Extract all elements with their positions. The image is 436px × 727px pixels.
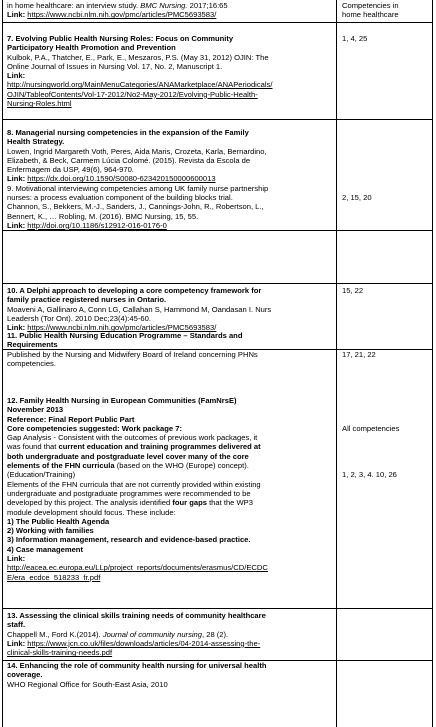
reference-text: nurses: a process evaluation component of the building blocks trial. — [7, 193, 233, 203]
competencies-value: home healthcare — [342, 10, 399, 20]
reference-line — [7, 350, 333, 359]
reference-text: 14. Enhancing the role of community health nursing for universal health — [7, 661, 267, 670]
reference-text: Link: — [7, 220, 28, 230]
reference-line — [7, 221, 333, 230]
reference-line — [7, 80, 333, 89]
reference-cell — [7, 1, 333, 20]
reference-line — [7, 461, 333, 470]
competencies-cell — [342, 1, 432, 20]
reference-text: four gaps — [172, 498, 207, 508]
reference-text: 2) Working with families — [7, 526, 94, 536]
column-divider — [336, 0, 337, 727]
reference-text: current education and training programmes delivered at — [58, 442, 261, 452]
reference-text: coverage. — [7, 670, 43, 680]
reference-text: both undergraduate and postgraduate level cover many of the core — [7, 451, 249, 461]
row-separator — [2, 22, 433, 23]
reference-line — [7, 295, 333, 304]
competencies-value: Competencies in — [342, 1, 399, 10]
reference-cell — [7, 286, 333, 332]
reference-text: Core competencies suggested: Work package 7: — [7, 423, 182, 433]
reference-text: Reference: Final Report Public Part — [7, 414, 135, 424]
reference-text: 7. Evolving Public Health Nursing Roles: Focus on Community — [7, 34, 234, 43]
competencies-value — [342, 128, 432, 137]
competencies-value: 15, 22 — [342, 286, 364, 295]
competencies-cell — [342, 286, 432, 295]
reference-cell — [7, 34, 333, 108]
reference-line — [7, 305, 333, 314]
reference-text: Elements of the FHN curricula that are not currently provided within existing — [7, 479, 261, 489]
reference-text: WHO Regional Office for South-East Asia, 2010 — [7, 679, 168, 689]
reference-link[interactable]: https://www.ncbi.nlm.nih.gov/pmc/articles/PMC5693583/ — [27, 10, 217, 20]
competencies-value — [342, 165, 432, 174]
row-separator — [2, 608, 433, 609]
reference-line — [7, 545, 333, 554]
reference-line — [7, 620, 333, 629]
reference-line — [7, 508, 333, 517]
competencies-value — [342, 174, 432, 183]
reference-line — [7, 10, 333, 19]
reference-line — [7, 670, 333, 679]
reference-line — [7, 442, 333, 451]
reference-line — [7, 128, 333, 137]
reference-text: Enfermagem da USP, 49(6), 964-970. — [7, 165, 134, 175]
competencies-value — [342, 433, 432, 442]
reference-link[interactable]: http://doi.org/10.1186/s12912-016-0176-0 — [27, 220, 167, 230]
reference-text: Requirements — [7, 340, 58, 350]
competencies-cell — [342, 128, 432, 202]
competencies-value — [342, 405, 432, 414]
reference-line — [7, 405, 333, 414]
reference-link[interactable]: https://dx.doi.org/10.1590/S0080-623420150000600013 — [27, 174, 216, 184]
reference-text: Leadersh (Tor Ont). 2010 Dec;23(4):45-60. — [7, 313, 151, 323]
competencies-cell — [342, 34, 432, 43]
reference-line — [7, 212, 333, 221]
reference-text: 10. A Delphi approach to developing a core competency framework for — [7, 286, 262, 295]
reference-text: Journal of community nursing — [102, 629, 202, 639]
reference-line — [7, 331, 333, 340]
competencies-value — [342, 442, 432, 451]
reference-line — [7, 563, 333, 572]
reference-text: Published by the Nursing and Midwifery Board of Ireland concerning PHNs — [7, 349, 258, 359]
reference-text: Chappell M., Ford K.(2014). — [7, 629, 103, 639]
reference-link[interactable]: OJIN/TableofContents/Vol-17-2012/No2-May-2012/Evolving-Public-Health- — [7, 89, 258, 99]
reference-line — [7, 639, 333, 648]
reference-text: 9. Motivational interviewing competencies among UK family nurse partnership — [7, 183, 269, 193]
reference-text: Link: — [7, 323, 28, 333]
reference-line — [7, 34, 333, 43]
reference-text: module development should focus. These include: — [7, 507, 176, 517]
reference-line — [7, 202, 333, 211]
reference-line — [7, 433, 333, 442]
row-separator — [2, 119, 433, 120]
reference-line — [7, 314, 333, 323]
reference-text: Link: — [7, 10, 28, 20]
reference-link[interactable]: https://www.ncbi.nlm.nih.gov/pmc/articles/PMC5693583/ — [27, 323, 217, 333]
reference-text: staff. — [7, 620, 26, 630]
reference-line — [7, 424, 333, 433]
reference-text: Bennert, K., … Robling, M. (2016). BMC Nursing, 15, 55. — [7, 211, 199, 221]
reference-text: Link: — [7, 638, 28, 648]
reference-text: was found that — [7, 442, 59, 452]
reference-text: Link: — [7, 71, 26, 81]
competencies-value — [342, 147, 432, 156]
reference-line — [7, 526, 333, 535]
reference-line — [7, 661, 333, 670]
reference-cell — [7, 611, 333, 657]
reference-link[interactable]: E/era_ecdce_518233_fr.pdf — [7, 572, 101, 582]
competencies-value: 17, 21, 22 — [342, 349, 376, 359]
row-separator — [2, 230, 433, 231]
reference-text: Gap Analysis - Consistent with the outcomes of previous work packages, it — [7, 433, 258, 443]
competencies-value — [342, 452, 432, 461]
reference-cell — [7, 661, 333, 689]
reference-text: (Education/Training) — [7, 470, 76, 480]
reference-link[interactable]: http://nursingworld.org/MainMenuCategories/ANAMarketplace/ANAPeriodicals/ — [7, 80, 273, 90]
reference-text: , 28 (2). — [202, 629, 229, 639]
reference-line — [7, 554, 333, 563]
reference-link[interactable]: http://eacea.ec.europa.eu/LLp/project_reports/documents/erasmus/CD/ECDC — [7, 563, 268, 573]
row-separator — [2, 660, 433, 661]
competencies-value — [342, 137, 432, 146]
reference-line — [7, 43, 333, 52]
reference-text: 3) Information management, research and evidence-based practice. — [7, 535, 251, 545]
reference-line — [7, 193, 333, 202]
reference-line — [7, 137, 333, 146]
reference-line — [7, 470, 333, 479]
reference-line — [7, 396, 333, 405]
reference-line — [7, 286, 333, 295]
reference-text: BMC Nursing. — [140, 1, 188, 10]
reference-line — [7, 1, 333, 10]
competencies-cell — [342, 396, 432, 480]
competencies-value: 1, 4, 25 — [342, 34, 368, 43]
reference-link[interactable]: Nursing-Roles.html — [7, 99, 72, 109]
competencies-value — [342, 461, 432, 470]
row-separator — [2, 283, 433, 284]
reference-link[interactable]: clinical-skills-training-needs.pdf — [7, 648, 113, 658]
reference-text: Kulbok, P.A., Thatcher, E., Park, E., Meszaros, P.S. (May 31, 2012) OJIN: The — [7, 52, 269, 62]
reference-text: family practice registered nurses in Ontario. — [7, 295, 167, 305]
competencies-value — [342, 415, 432, 424]
reference-text: Lowen, Ingrid Margareth Voth, Peres, Aida Maris, Crozeta, Karla, Bernardino, — [7, 146, 267, 156]
reference-line — [7, 489, 333, 498]
reference-line — [7, 174, 333, 183]
reference-text: 4) Case management — [7, 544, 83, 554]
reference-text: Elizabeth, & Beck, Carmem Lúcia Colomé. (2015). Revista da Escola de — [7, 155, 251, 165]
competencies-value: 1, 2, 3, 4. 10, 26 — [342, 470, 397, 480]
reference-line — [7, 415, 333, 424]
reference-line — [7, 71, 333, 80]
reference-line — [7, 147, 333, 156]
reference-line — [7, 680, 333, 689]
reference-text: Link: — [7, 554, 26, 564]
reference-text: Online Journal of Issues in Nursing Vol. 17, No. 2, Manuscript 1. — [7, 61, 223, 71]
reference-text: 13. Assessing the clinical skills training needs of community healthcare — [7, 611, 266, 620]
reference-line — [7, 517, 333, 526]
reference-line — [7, 53, 333, 62]
reference-line — [7, 165, 333, 174]
reference-line — [7, 62, 333, 71]
reference-cell — [7, 396, 333, 582]
reference-text: 8. Managerial nursing competencies in the expansion of the Family — [7, 128, 249, 137]
reference-line — [7, 184, 333, 193]
reference-text: Moaveni A, Gallinaro A, Conn LG, Callahan S, Hammond M, Oandasan I. Nurs — [7, 304, 272, 314]
reference-text: that the WP3 — [206, 498, 253, 508]
reference-text: 11. Public Health Nursing Education Programme – Standards and — [7, 331, 243, 340]
reference-line — [7, 480, 333, 489]
row-separator — [2, 349, 433, 350]
reference-line — [7, 630, 333, 639]
reference-text: elements of the FHN curricula — [7, 461, 115, 471]
reference-text: November 2013 — [7, 405, 64, 415]
reference-line — [7, 535, 333, 544]
competencies-value — [342, 184, 432, 193]
competencies-cell — [342, 331, 432, 359]
reference-text: in home healthcare: an interview study. — [7, 1, 141, 10]
reference-line — [7, 452, 333, 461]
reference-text: 1) The Public Health Agenda — [7, 516, 110, 526]
competencies-value — [342, 156, 432, 165]
competencies-value: All competencies — [342, 423, 400, 433]
reference-line — [7, 648, 333, 657]
competencies-value — [342, 331, 432, 340]
reference-text: competencies. — [7, 358, 56, 368]
reference-line — [7, 359, 333, 368]
reference-text: (based on the WHO (Europe) concept). — [114, 461, 249, 471]
reference-text: Channon, S., Bekkers, M.-J., Sanders, J., Cannings-John, R., Robertson, L., — [7, 202, 264, 212]
reference-text: Link: — [7, 174, 28, 184]
reference-line — [7, 90, 333, 99]
reference-line — [7, 156, 333, 165]
reference-text: 12. Family Health Nursing in European Communities (FamNrsE) — [7, 396, 237, 405]
reference-line — [7, 611, 333, 620]
reference-link[interactable]: https://www.jcn.co.uk/files/downloads/articles/04-2014-assessing-the- — [27, 638, 261, 648]
reference-line — [7, 99, 333, 108]
reference-text: Health Strategy. — [7, 137, 65, 147]
competencies-value: 2, 15, 20 — [342, 193, 372, 203]
reference-text: 2017;16:65 — [187, 1, 228, 10]
competencies-value — [342, 396, 432, 405]
reference-cell — [7, 128, 333, 230]
reference-line — [7, 498, 333, 507]
reference-text: undergraduate and postgraduate programmes were recommended to be — [7, 488, 251, 498]
reference-line — [7, 573, 333, 582]
reference-text: developed by this project. The analysis identified — [7, 498, 173, 508]
reference-text: Participatory Health Promotion and Prevention — [7, 43, 176, 53]
